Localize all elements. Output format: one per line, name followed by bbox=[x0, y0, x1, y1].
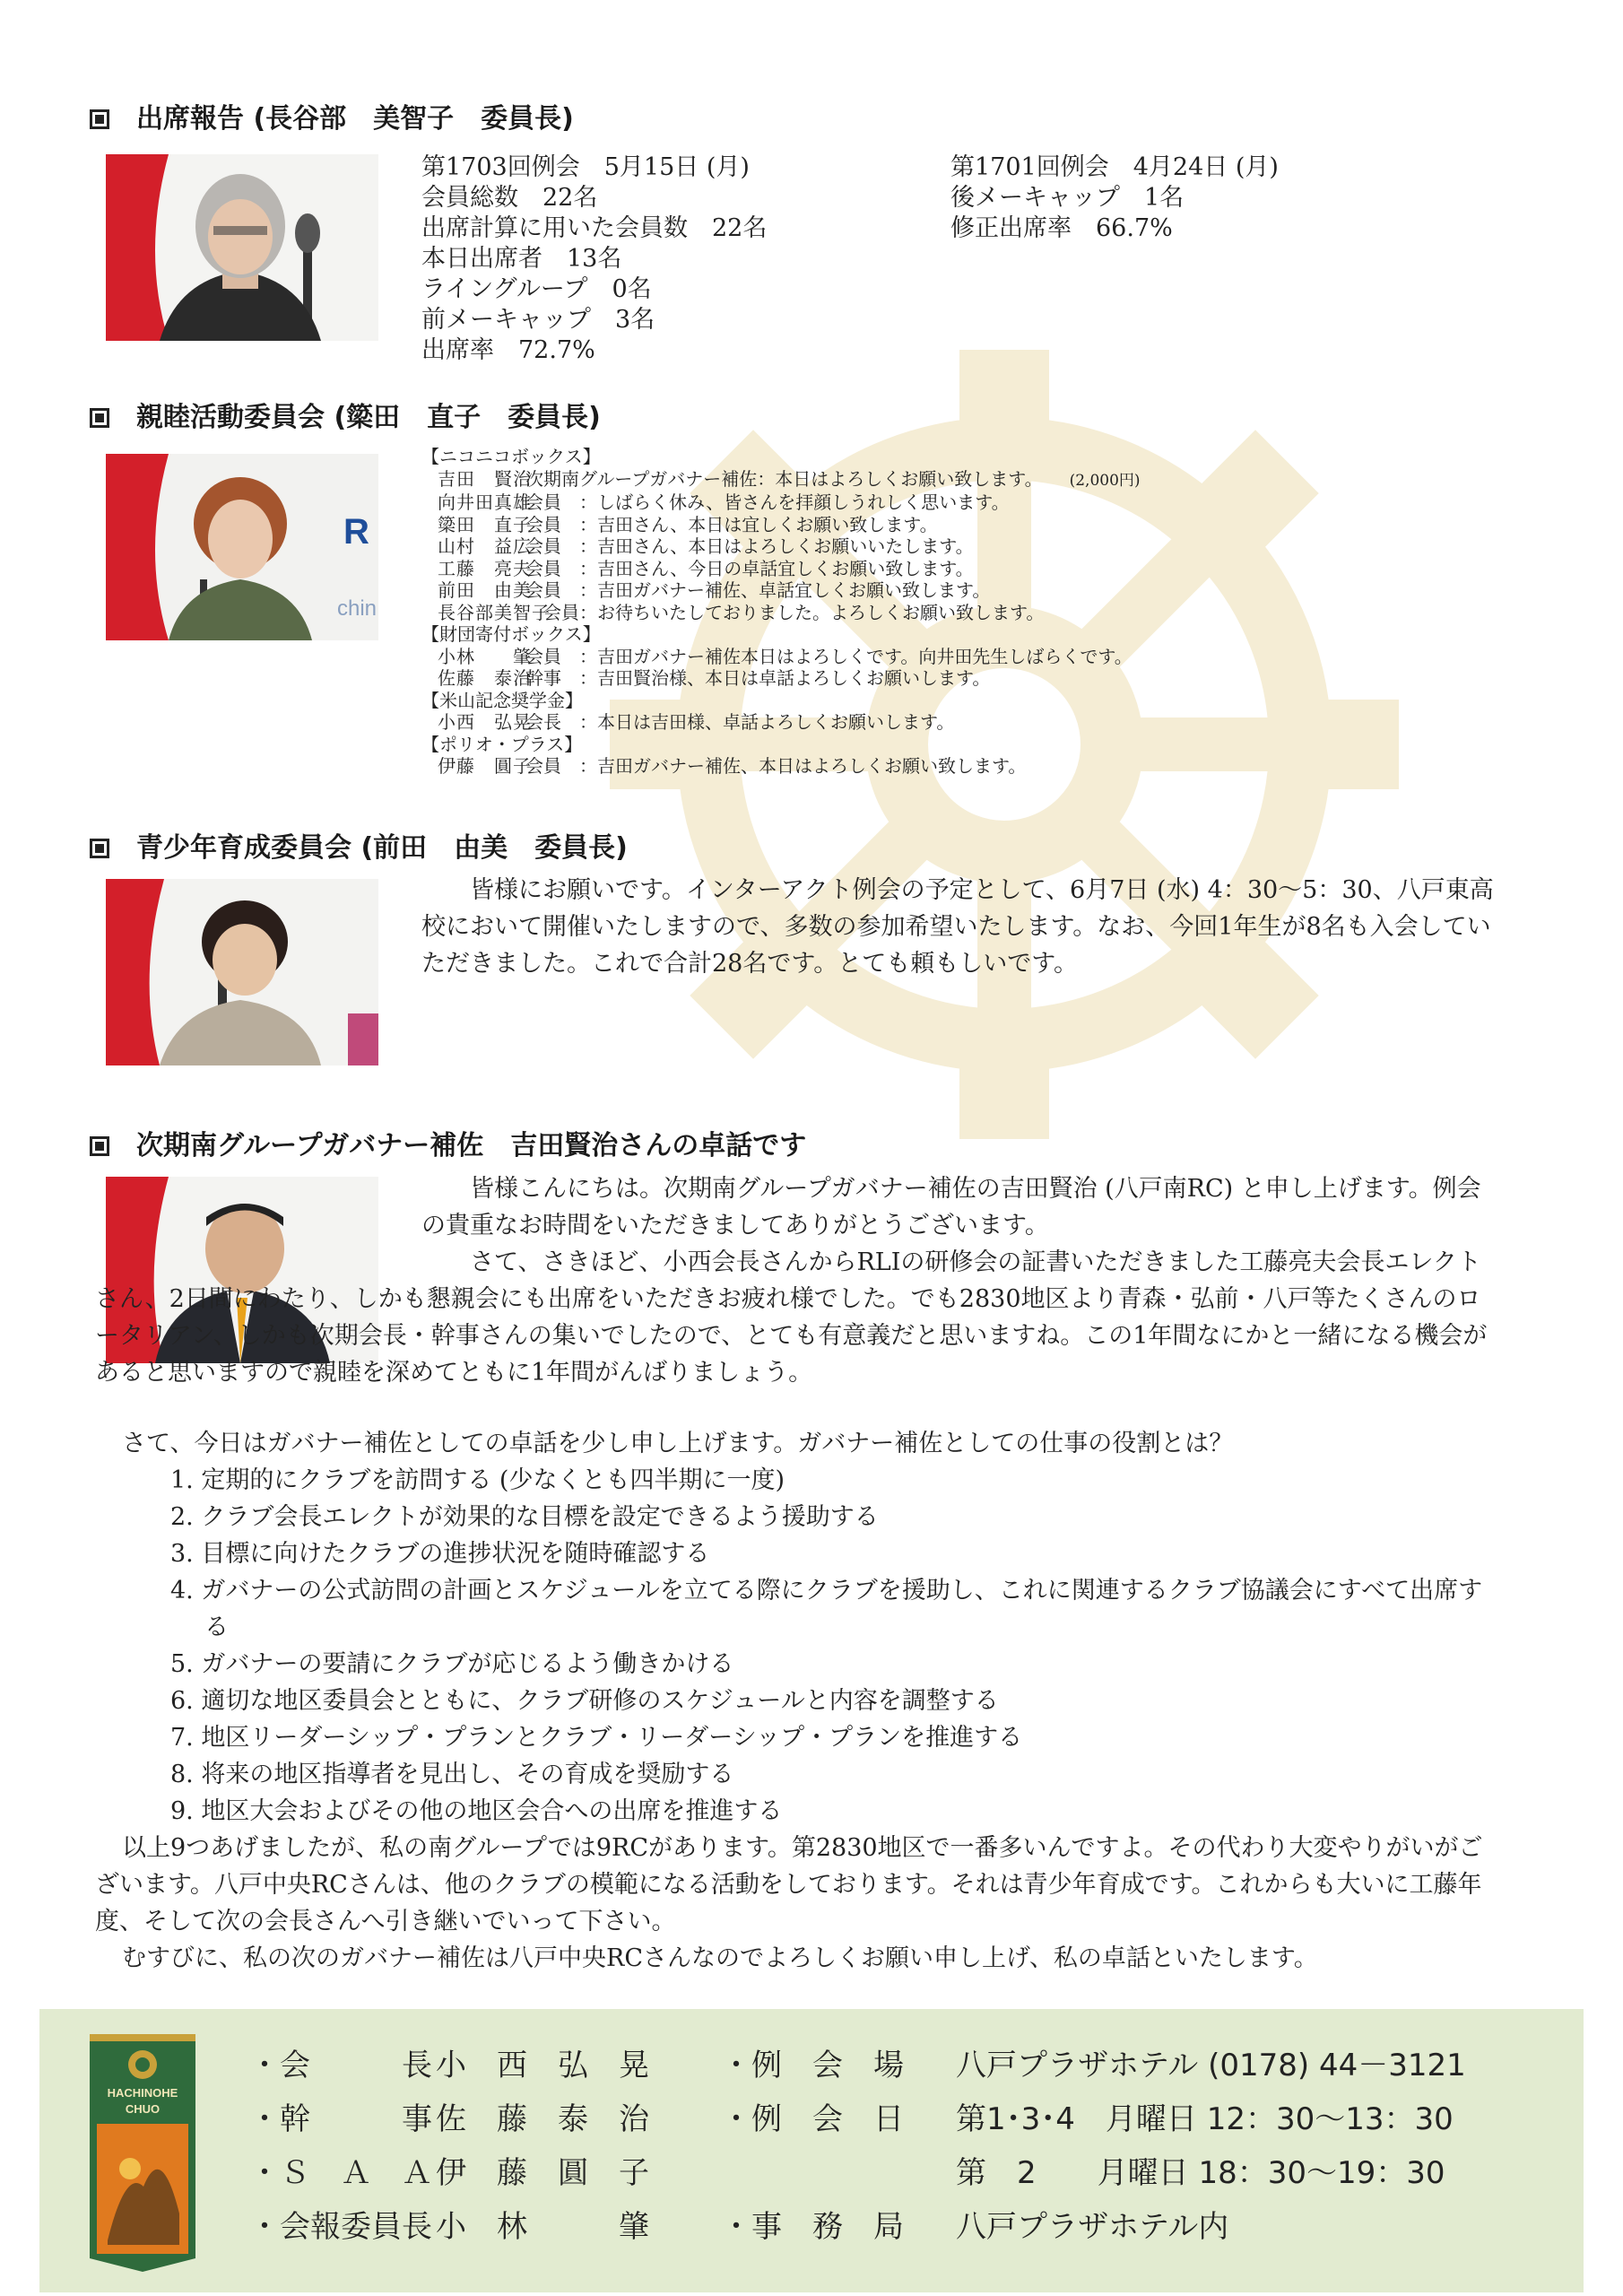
club-info-footer bbox=[39, 2009, 1584, 2292]
speech-paragraph-2-wrap bbox=[95, 1244, 1497, 1391]
category-label: 【財団寄付ボックス】 bbox=[421, 623, 601, 645]
attendance-line: 出席計算に用いた会員数 22名 bbox=[421, 214, 768, 242]
footer-row: ・会 長 小 西 弘 晃 ・例 会 場 八戸プラザホテル (0178) 44－3121 bbox=[249, 2048, 1466, 2083]
speech-paragraph-5: むすびに、私の次のガバナー補佐は八戸中央RCさんなのでよろしくお願い申し上げ、私の卓話といたします。 bbox=[122, 1944, 1318, 1972]
photo-hasebe bbox=[106, 154, 378, 341]
speech-paragraph-1: 皆様こんにちは。次期南グループガバナー補佐の吉田賢治 (八戸南RC) と申し上げます。例会の貴重なお時間をいただきましてありがとうございます。 bbox=[421, 1175, 1481, 1239]
attendance-line: 後メーキャップ 1名 bbox=[950, 184, 1185, 212]
speech-heading: 次期南グループガバナー補佐 吉田賢治さんの卓話です bbox=[90, 1123, 806, 1162]
niko-box-list bbox=[421, 446, 1141, 778]
list-item: 小林 肇会員 ：吉田ガバナー補佐本日はよろしくです。向井田先生しばらくです。 bbox=[438, 645, 1133, 667]
club-banner-icon bbox=[90, 2034, 195, 2272]
list-item: 5. ガバナーの要請にクラブが応じるよう働きかける bbox=[170, 1650, 734, 1678]
list-item: 山村 益広会員 ：吉田さん、本日はよろしくお願いいたします。 bbox=[438, 535, 974, 557]
speech-paragraph-3: さて、今日はガバナー補佐としての卓話を少し申し上げます。ガバナー補佐としての仕事の役割とは？ bbox=[122, 1430, 1234, 1457]
svg-text:R: R bbox=[343, 512, 369, 552]
role-list bbox=[170, 1462, 1488, 1830]
youth-body: 皆様にお願いです。インターアクト例会の予定として、6月7日 (水) 4：30～5：30、八戸東高校において開催いたしますので、多数の参加希望いたします。なお、今回1年生が8名も入会していただきました。これで合計28名です。とても頼もしいです。 bbox=[421, 876, 1494, 978]
attendance-line: 修正出席率 66.7% bbox=[950, 214, 1173, 242]
youth-heading: 青少年育成委員会 (前田 由美 委員長) bbox=[90, 825, 628, 865]
list-item: 7. 地区リーダーシップ・プランとクラブ・リーダーシップ・プランを推進する bbox=[170, 1724, 1023, 1752]
attendance-line: 第1701回例会 4月24日 (月) bbox=[950, 153, 1279, 181]
list-item: 前田 由美会員 ：吉田ガバナー補佐、卓話宜しくお願い致します。 bbox=[438, 579, 991, 601]
list-item: 吉田 賢治次期南グループガバナー補佐：本日はよろしくお願い致します。 (2,000円) bbox=[438, 467, 1141, 490]
attendance-line: 前メーキャップ 3名 bbox=[421, 306, 655, 334]
category-label: 【米山記念奨学金】 bbox=[421, 689, 583, 711]
attendance-line: 会員総数 22名 bbox=[421, 184, 598, 212]
footer-row: ・幹 事 佐 藤 泰 治 ・例 会 日 第1･3･4 月曜日 12：30～13：30 bbox=[249, 2101, 1454, 2137]
attendance-line: 第1703回例会 5月15日 (月) bbox=[421, 153, 750, 181]
speech-paragraph-2: さて、さきほど、小西会長さんからRLIの研修会の証書いただきました工藤亮夫会長エレクトさん、2日間にわたり、しかも懇親会にも出席をいただきお疲れ様でした。でも2830地区より青森・弘前・八戸等たくさんのロータリアン、しかも次期会長・幹事さんの集いでしたので、とても有意義だと思いますね。この1年間なにかと一緒になる機会があると思いますので親睦を深めてともに1年間がんばりましょう。 bbox=[95, 1248, 1488, 1387]
list-item: 小西 弘晃会長 ：本日は吉田様、卓話よろしくお願いします。 bbox=[438, 711, 955, 733]
category-label: 【ポリオ・プラス】 bbox=[421, 733, 583, 755]
list-item: 工藤 亮夫会員 ：吉田さん、今日の卓話宜しくお願い致します。 bbox=[438, 557, 974, 579]
svg-text:HACHINOHE: HACHINOHE bbox=[107, 2086, 178, 2100]
photo-maeda bbox=[106, 879, 378, 1065]
svg-text:CHUO: CHUO bbox=[125, 2102, 161, 2116]
attendance-heading: 出席報告 (長谷部 美智子 委員長) bbox=[90, 96, 574, 135]
friendship-heading: 親睦活動委員会 (簗田 直子 委員長) bbox=[90, 395, 601, 434]
list-item: 6. 適切な地区委員会とともに、クラブ研修のスケジュールと内容を調整する bbox=[170, 1687, 999, 1715]
list-item: 簗田 直子会員 ：吉田さん、本日は宜しくお願い致します。 bbox=[438, 513, 938, 535]
attendance-line: 出席率 72.7% bbox=[421, 336, 595, 364]
list-item: 4. ガバナーの公式訪問の計画とスケジュールを立てる際にクラブを援助し、これに関連するクラブ協議会にすべて出席する bbox=[170, 1577, 1483, 1641]
list-item: 2. クラブ会長エレクトが効果的な目標を設定できるよう援助する bbox=[170, 1503, 879, 1531]
list-item: 3. 目標に向けたクラブの進捗状況を随時確認する bbox=[170, 1540, 710, 1568]
list-item: 1. 定期的にクラブを訪問する (少なくとも四半期に一度) bbox=[170, 1466, 785, 1494]
footer-row: ・Ｓ Ａ Ａ 伊 藤 圓 子 第 2 月曜日 18：30～19：30 bbox=[249, 2155, 1445, 2191]
svg-text:chin: chin bbox=[337, 596, 378, 621]
category-label: 【ニコニコボックス】 bbox=[421, 446, 601, 467]
attendance-left-column bbox=[421, 152, 767, 366]
list-item: 長谷部美智子会員：お待ちいたしておりました。よろしくお願い致します。 bbox=[438, 601, 1045, 623]
square-bullet-icon bbox=[90, 1136, 109, 1156]
attendance-line: ライングループ 0名 bbox=[421, 275, 652, 303]
square-bullet-icon bbox=[90, 109, 109, 129]
photo-yanada bbox=[106, 454, 378, 640]
list-item: 9. 地区大会およびその他の地区会合への出席を推進する bbox=[170, 1797, 783, 1825]
list-item: 向井田真雄会員 ：しばらく休み、皆さんを拝顔しうれしく思います。 bbox=[438, 491, 1010, 513]
list-item: 伊藤 圓子会員 ：吉田ガバナー補佐、本日はよろしくお願い致します。 bbox=[438, 755, 1027, 777]
footer-row: ・会報委員長 小 林 肇 ・事 務 局 八戸プラザホテル内 bbox=[249, 2209, 1229, 2245]
list-item: 8. 将来の地区指導者を見出し、その育成を奨励する bbox=[170, 1761, 734, 1788]
list-item: 佐藤 泰治幹事 ：吉田賢治様、本日は卓話よろしくお願いします。 bbox=[438, 667, 991, 689]
attendance-right-column bbox=[950, 152, 1279, 244]
square-bullet-icon bbox=[90, 839, 109, 858]
square-bullet-icon bbox=[90, 408, 109, 428]
speech-paragraph-4: 以上9つあげましたが、私の南グループでは9RCがあります。第2830地区で一番多いんですよ。その代わり大変やりがいがございます。八戸中央RCさんは、他のクラブの模範になる活動をしております。それは青少年育成です。これからも大いに工藤年度、そして次の会長さんへ引き継いでいって下さい。 bbox=[95, 1834, 1483, 1935]
attendance-line: 本日出席者 13名 bbox=[421, 245, 622, 273]
